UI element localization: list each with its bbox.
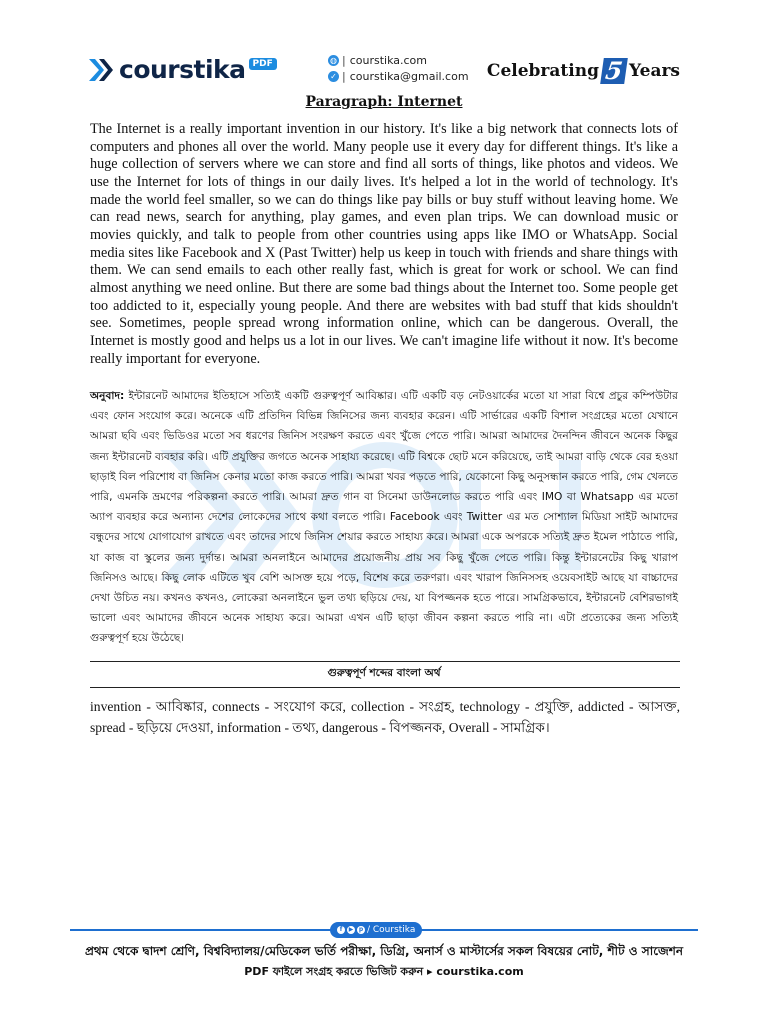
- pdf-badge: PDF: [249, 58, 277, 70]
- arrow-right-icon: ▸: [426, 965, 433, 978]
- pinterest-icon[interactable]: p: [358, 926, 364, 933]
- bangla-translation: [90, 386, 678, 649]
- translation-text: ইন্টারনেট আমাদের ইতিহাসে সত্যিই একটি গুরুত্বপূর্ণ আবিষ্কার। এটি একটি বড় নেটওয়ার্কের মতো যা সারা বিশ্বে প্রচুর কম্পিউটার এবং ফোন সংযোগ করে। অনেকে এটি প্রতিদিন বিভিন্ন জিনিসের জন্য ব্যবহার করেন। এটি সার্ভারের একটি বিশাল সংগ্রহের মতো যেখানে আমরা ছবি এবং ভিডিওর মতো সব ধরণের জিনিস সংরক্ষণ করতে এবং খুঁজে পেতে পারি। আমরা আমাদের দৈনন্দিন জীবনে অনেক কিছুর জন্য ইন্টারনেট ব্যবহার করি। এটি প্রযুক্তির জগতে অনেক সাহায্য করেছে। এটি বিশ্বকে ছোট মনে করিয়েছে, তাই আমরা বাড়ি থেকে বের হওয়া ছাড়াই বিল পরিশোধ বা জিনিস কেনার মতো কাজ করতে পারি। আমরা খবর পড়তে পারি, যেকোনো কিছু অনুসন্ধান করতে পারি, গেম খেলতে পারি, এমনকি ভ্রমণের পরিকল্পনা করতে পারি। আমরা দ্রুত গান বা সিনেমা ডাউনলোড করতে পারি এবং IMO বা Whatsapp এর মতো অ্যাপ ব্যবহার করে অন্যান্য দেশের লোকেদের সাথে কথা বলতে পারি। Facebook এবং Twitter এর মত সোশ্যাল মিডিয়া সাইট আমাদের বন্ধুদের সাথে যোগাযোগ রাখতে এবং তাদের সাথে জিনিস শেয়ার করতে সাহায্য করে। আমরা একে অপরকে সত্যিই দ্রুত ইমেল পাঠাতে পারি, যা কাজ বা স্কুলের জন্য দুর্দান্ত। আমরা অনলাইনে আমাদের প্রয়োজনীয় প্রায় সব কিছু খুঁজে পেতে পারি। কিন্তু ইন্টারনেটের কিছু খারাপ জিনিসও আছে। কিছু লোক এটিতে খুব বেশি আসক্ত হয়ে পড়ে, বিশেষ করে তরুণরা। এবং খারাপ জিনিসসহ ওয়েবসাইট আছে যা বাচ্চাদের দেখা উচিত নয়। কখনও কখনও, লোকেরা অনলাইনে ভুল তথ্য ছড়িয়ে দেয়, যা বিপজ্জনক হতে পারে। সামগ্রিকভাবে, ইন্টারনেট বেশিরভাগই ভালো এবং আমাদের জীবনে অনেক সাহায্য করে। আমরা এখন এটি ছাড়া জীবন কল্পনা করতে পারি না। এটা প্রত্যেকের জন্য সত্যিই গুরুত্বপূর্ণ হয়ে উঠেছে।: [90, 390, 678, 645]
- english-paragraph: The Internet is a really important invention in our history. It's like a big network that connects lots of computers and phones all over the world. Many people use it every day for different things. It's like a huge collection of servers where we can store and find all sorts of things, like photos and videos. We use the Internet for lots of things in our daily lives. It's helped a lot in the world of technology. It's made the world feel smaller, so we can do things like pay bills or buy stuff without leaving home. We can read news, search for anything, play games, and even plan trips. We can download music or movies quickly, and talk to people from other countries using apps like IMO or WhatsApp. Social media sites like Facebook and X (Past Twitter) help us keep in touch with friends and share things with them. We can send emails to each other really fast, which is great for work or school. We can find almost anything we need online. But there are some bad things about the Internet too. Some people get too addicted to it, especially young people. And there are websites with bad stuff that kids shouldn't see. Sometimes, people spread wrong information online, which can be dangerous. Overall, the Internet is mostly good and helps us a lot in our lives. We can't imagine life without it now. It's become really important for everyone.: [90, 121, 678, 367]
- brand-logo[interactable]: [88, 56, 277, 84]
- footer-tagline: প্রথম থেকে দ্বাদশ শ্রেণি, বিশ্ববিদ্যালয়/মেডিকেল ভর্তি পরীক্ষা, ডিগ্রি, অনার্স ও মাস্টার্সের সকল বিষয়ের নোট, শীট ও সাজেশন: [84, 944, 684, 958]
- divider-bottom: [90, 687, 680, 688]
- page-title: Paragraph: Internet: [305, 94, 463, 110]
- social-handle: / Courstika: [367, 925, 416, 935]
- globe-icon: ◍: [328, 55, 339, 66]
- youtube-icon[interactable]: ▶: [348, 926, 354, 933]
- email-link[interactable]: courstika@gmail.com: [349, 69, 469, 83]
- verified-icon: ✓: [328, 71, 339, 82]
- courstika-logo-icon: [88, 56, 116, 84]
- separator: |: [342, 53, 346, 67]
- social-badge[interactable]: [330, 922, 422, 938]
- celebrate-number: 5: [600, 58, 628, 84]
- celebrate-prefix: Celebrating: [486, 61, 599, 81]
- separator: |: [342, 69, 346, 83]
- website-link[interactable]: courstika.com: [349, 53, 427, 67]
- footer-cta[interactable]: [0, 963, 768, 982]
- vocab-heading: গুরুত্বপূর্ণ শব্দের বাংলা অর্থ: [327, 667, 441, 679]
- website-row[interactable]: [328, 52, 469, 68]
- footer-cta-text: PDF ফাইলে সংগ্রহ করতে ভিজিট করুন: [244, 965, 424, 978]
- facebook-icon[interactable]: f: [337, 926, 345, 934]
- footer-link[interactable]: courstika.com: [436, 965, 524, 978]
- page-header: [88, 50, 680, 90]
- divider-top: [90, 661, 680, 662]
- brand-name: courstika: [119, 55, 246, 84]
- celebrate-suffix: Years: [628, 61, 680, 81]
- email-row[interactable]: [328, 68, 469, 84]
- translation-label: অনুবাদ:: [90, 390, 125, 402]
- celebrating-badge: [487, 58, 680, 84]
- contact-info: [328, 52, 469, 84]
- vocab-list: invention - আবিষ্কার, connects - সংযোগ করে, collection - সংগ্রহ, technology - প্রযুক্তি, addicted - আসক্ত, spread - ছড়িয়ে দেওয়া, information - তথ্য, dangerous - বিপজ্জনক, Overall - সামগ্রিক।: [90, 699, 680, 735]
